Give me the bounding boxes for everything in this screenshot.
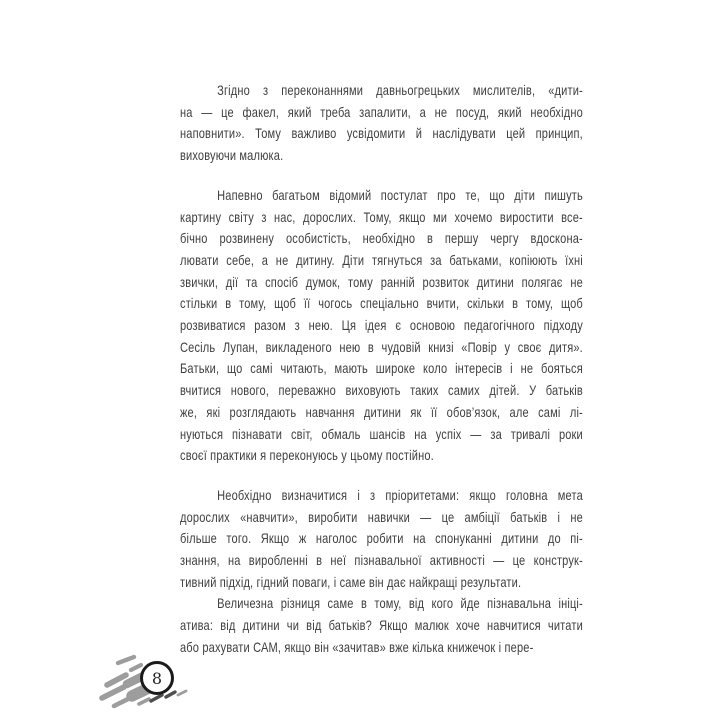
page-number-badge bbox=[99, 653, 195, 713]
text-line: Сесіль Лупан, викладеного нею в чудовій книзі «Повір у своє дитя». bbox=[180, 338, 583, 355]
text-line: більше того. Якщо ж наголос робити на спонуканні дитини до пі- bbox=[180, 530, 583, 547]
text-line: Необхідно визначитися і з пріоритетами: якщо головна мета bbox=[217, 486, 583, 503]
text-line: розвиватися разом з нею. Ця ідея є основою педагогічного підходу bbox=[180, 317, 583, 334]
text-line: Величезна різниця саме в тому, від кого йде пізнавальна ініці- bbox=[217, 595, 583, 612]
paragraph bbox=[180, 485, 583, 594]
text-line: своєї практики я переконуюсь у цьому постійно. bbox=[180, 447, 434, 464]
text-line: Напевно багатьом відомий постулат про те, що діти пишуть bbox=[217, 186, 583, 203]
text-line: бічно розвинену особистість, необхідно в першу чергу вдоскона- bbox=[180, 230, 583, 247]
page-number: 8 bbox=[151, 668, 163, 688]
text-line: наповнити». Тому важливо усвідомити й наслідувати цей принцип, bbox=[180, 125, 583, 142]
text-line: нуються пізнавати світ, обмаль шансів на успіх — за тривалі роки bbox=[180, 425, 583, 442]
text-line: же, які розглядають навчання дитини як її обов’язок, але самі лі- bbox=[180, 403, 583, 420]
text-line: тивний підхід, гідний поваги, і саме він дає найкращі результати. bbox=[180, 573, 522, 590]
text-line: вчитися нового, переважно виховують таких самих дітей. У батьків bbox=[180, 382, 583, 399]
paragraph bbox=[180, 593, 583, 658]
text-line: атива: від дитини чи від батьків? Якщо малюк хоче навчитися читати bbox=[180, 617, 583, 634]
text-line: стільки в тому, щоб її чогось спеціально вчити, скільки в тому, щоб bbox=[180, 295, 583, 312]
paragraph bbox=[180, 80, 583, 167]
text-line: на — це факел, який треба запалити, а не посуд, який необхідно bbox=[180, 103, 583, 120]
text-line: лювати себе, а не дитину. Діти тягнуться за батьками, копіюють їхні bbox=[180, 251, 583, 268]
paragraph bbox=[180, 185, 583, 467]
page-number-circle bbox=[140, 661, 174, 695]
text-line: виховуючи малюка. bbox=[180, 147, 284, 164]
text-line: дорослих «навчити», виробити навички — це амбіції батьків і не bbox=[180, 508, 583, 525]
text-line: картину світу з нас, дорослих. Тому, якщо ми хочемо виростити все- bbox=[180, 208, 583, 225]
text-line: знання, на виробленні в неї пізнавальної активності — це конструк- bbox=[180, 552, 583, 569]
text-line: або рахувати САМ, якщо він «зачитав» вже кілька книжечок і пере- bbox=[180, 638, 534, 655]
text-line: звички, дії та спосіб думок, тому ранній розвиток дитини полягає не bbox=[180, 273, 583, 290]
text-line: Згідно з переконаннями давньогрецьких мислителів, «дити- bbox=[217, 82, 583, 98]
text-line: Батьки, що самі читають, мають широке коло інтересів і не бояться bbox=[180, 360, 583, 377]
text-block bbox=[180, 80, 583, 659]
